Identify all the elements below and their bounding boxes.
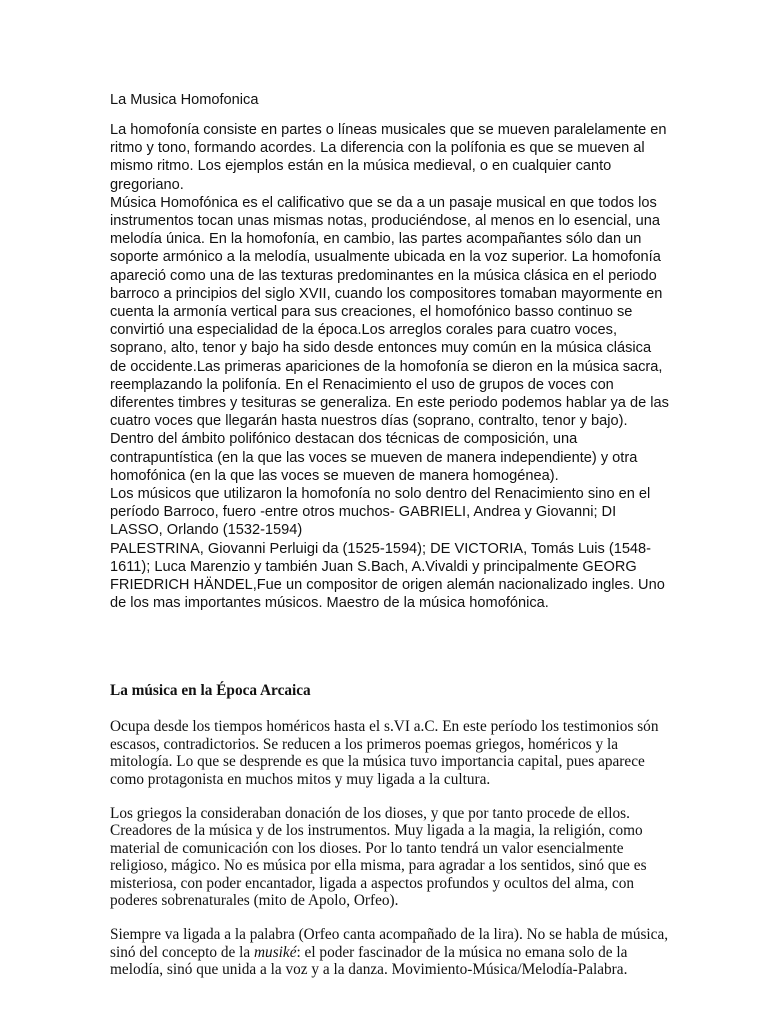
section-epoca-arcaica bbox=[110, 682, 670, 996]
paragraph: Ocupa desde los tiempos homéricos hasta el s.VI a.C. En este período los testimonios són escasos, contradictorios. Se reducen a los primeros poemas griegos, homéricos y la mitología. Lo que se desprende es que la música tuvo importancia capital, pues aparece como protagonista en muchos mitos y muy ligada a la cultura. bbox=[110, 718, 659, 788]
paragraph: Los griegos la consideraban donación de los dioses, y que por tanto procede de ellos. Creadores de la música y de los instrumentos. Muy ligada a la magia, la religión, como material de comunicación con los dioses. Por lo tanto tendrá un valor esencialmente religioso, mágico. No es música por ella misma, para agradar a los sentidos, sinó que es misteriosa, con poder encantador, ligada a aspectos profundos y ocultos del alma, con poderes sobrenaturales (mito de Apolo, Orfeo). bbox=[110, 805, 647, 910]
paragraph-text: : el poder fascinador de la música no emana solo de la melodía, sinó que unida a la voz y a la danza. Movimiento-Música/Melodía-Palabra. bbox=[110, 943, 628, 979]
paragraph-text: Siempre va ligada a la palabra (Orfeo canta acompañado de la lira). No se habla de música, sinó del concepto de la bbox=[110, 926, 669, 961]
paragraph: Música Homofónica es el calificativo que se da a un pasaje musical en que todos los instrumentos tocan unas mismas notas, produciéndose, al menos en lo esencial, una melodía única. En la homofonía, en cambio, las partes acompañantes sólo dan un soporte armónico a la melodía, usualmente ubicada en la voz superior. La homofonía apareció como una de las texturas predominantes en la música clásica en el periodo barroco a principios del siglo XVII, cuando los compositores tomaban mayormente en cuenta la armonía vertical para sus creaciones, el homofónico basso continuo se convirtió una especialidad de la época.Los arreglos corales para cuatro voces, soprano, alto, tenor y bajo ha sido desde entonces muy común en la música clásica de occidente.Las primeras apariciones de la homofonía se dieron en la música sacra, reemplazando la polifonía. En el Renacimiento el uso de grupos de voces con diferentes timbres y tesituras se generaliza. En este periodo podemos hablar ya de las cuatro voces que llegarán hasta nuestros días (soprano, contralto, tenor y bajo). bbox=[110, 194, 669, 430]
paragraph bbox=[110, 926, 670, 978]
paragraph: Dentro del ámbito polifónico destacan dos técnicas de composición, una contrapuntística (en la que las voces se mueven de manera independiente) y otra homofónica (en la que las voces se mueven de manera homogénea). bbox=[110, 431, 638, 484]
document-title: La Musica Homofonica bbox=[110, 92, 259, 108]
paragraph: PALESTRINA, Giovanni Perluigi da (1525-1594); DE VICTORIA, Tomás Luis (1548-1611); Luca Marenzio y también Juan S.Bach, A.Vivaldi y principalmente GEORG FRIEDRICH HÄNDEL,Fue un compositor de origen alemán nacionalizado ingles. Uno de los mas importantes músicos. Maestro de la música homofónica. bbox=[110, 540, 665, 612]
musike-term: musiké bbox=[254, 943, 297, 961]
section-homofonia bbox=[110, 121, 670, 612]
section-heading: La música en la Época Arcaica bbox=[110, 682, 311, 699]
paragraph: La homofonía consiste en partes o líneas musicales que se mueven paralelamente en ritmo y tono, formando acordes. La diferencia con la polífonia es que se mueven al mismo ritmo. Los ejemplos están en la música medieval, o en cualquier canto gregoriano. bbox=[110, 122, 667, 193]
paragraph: Los músicos que utilizaron la homofonía no solo dentro del Renacimiento sino en el período Barroco, fuero -entre otros muchos- GABRIELI, Andrea y Giovanni; DI LASSO, Orlando (1532-1594) bbox=[110, 486, 651, 539]
